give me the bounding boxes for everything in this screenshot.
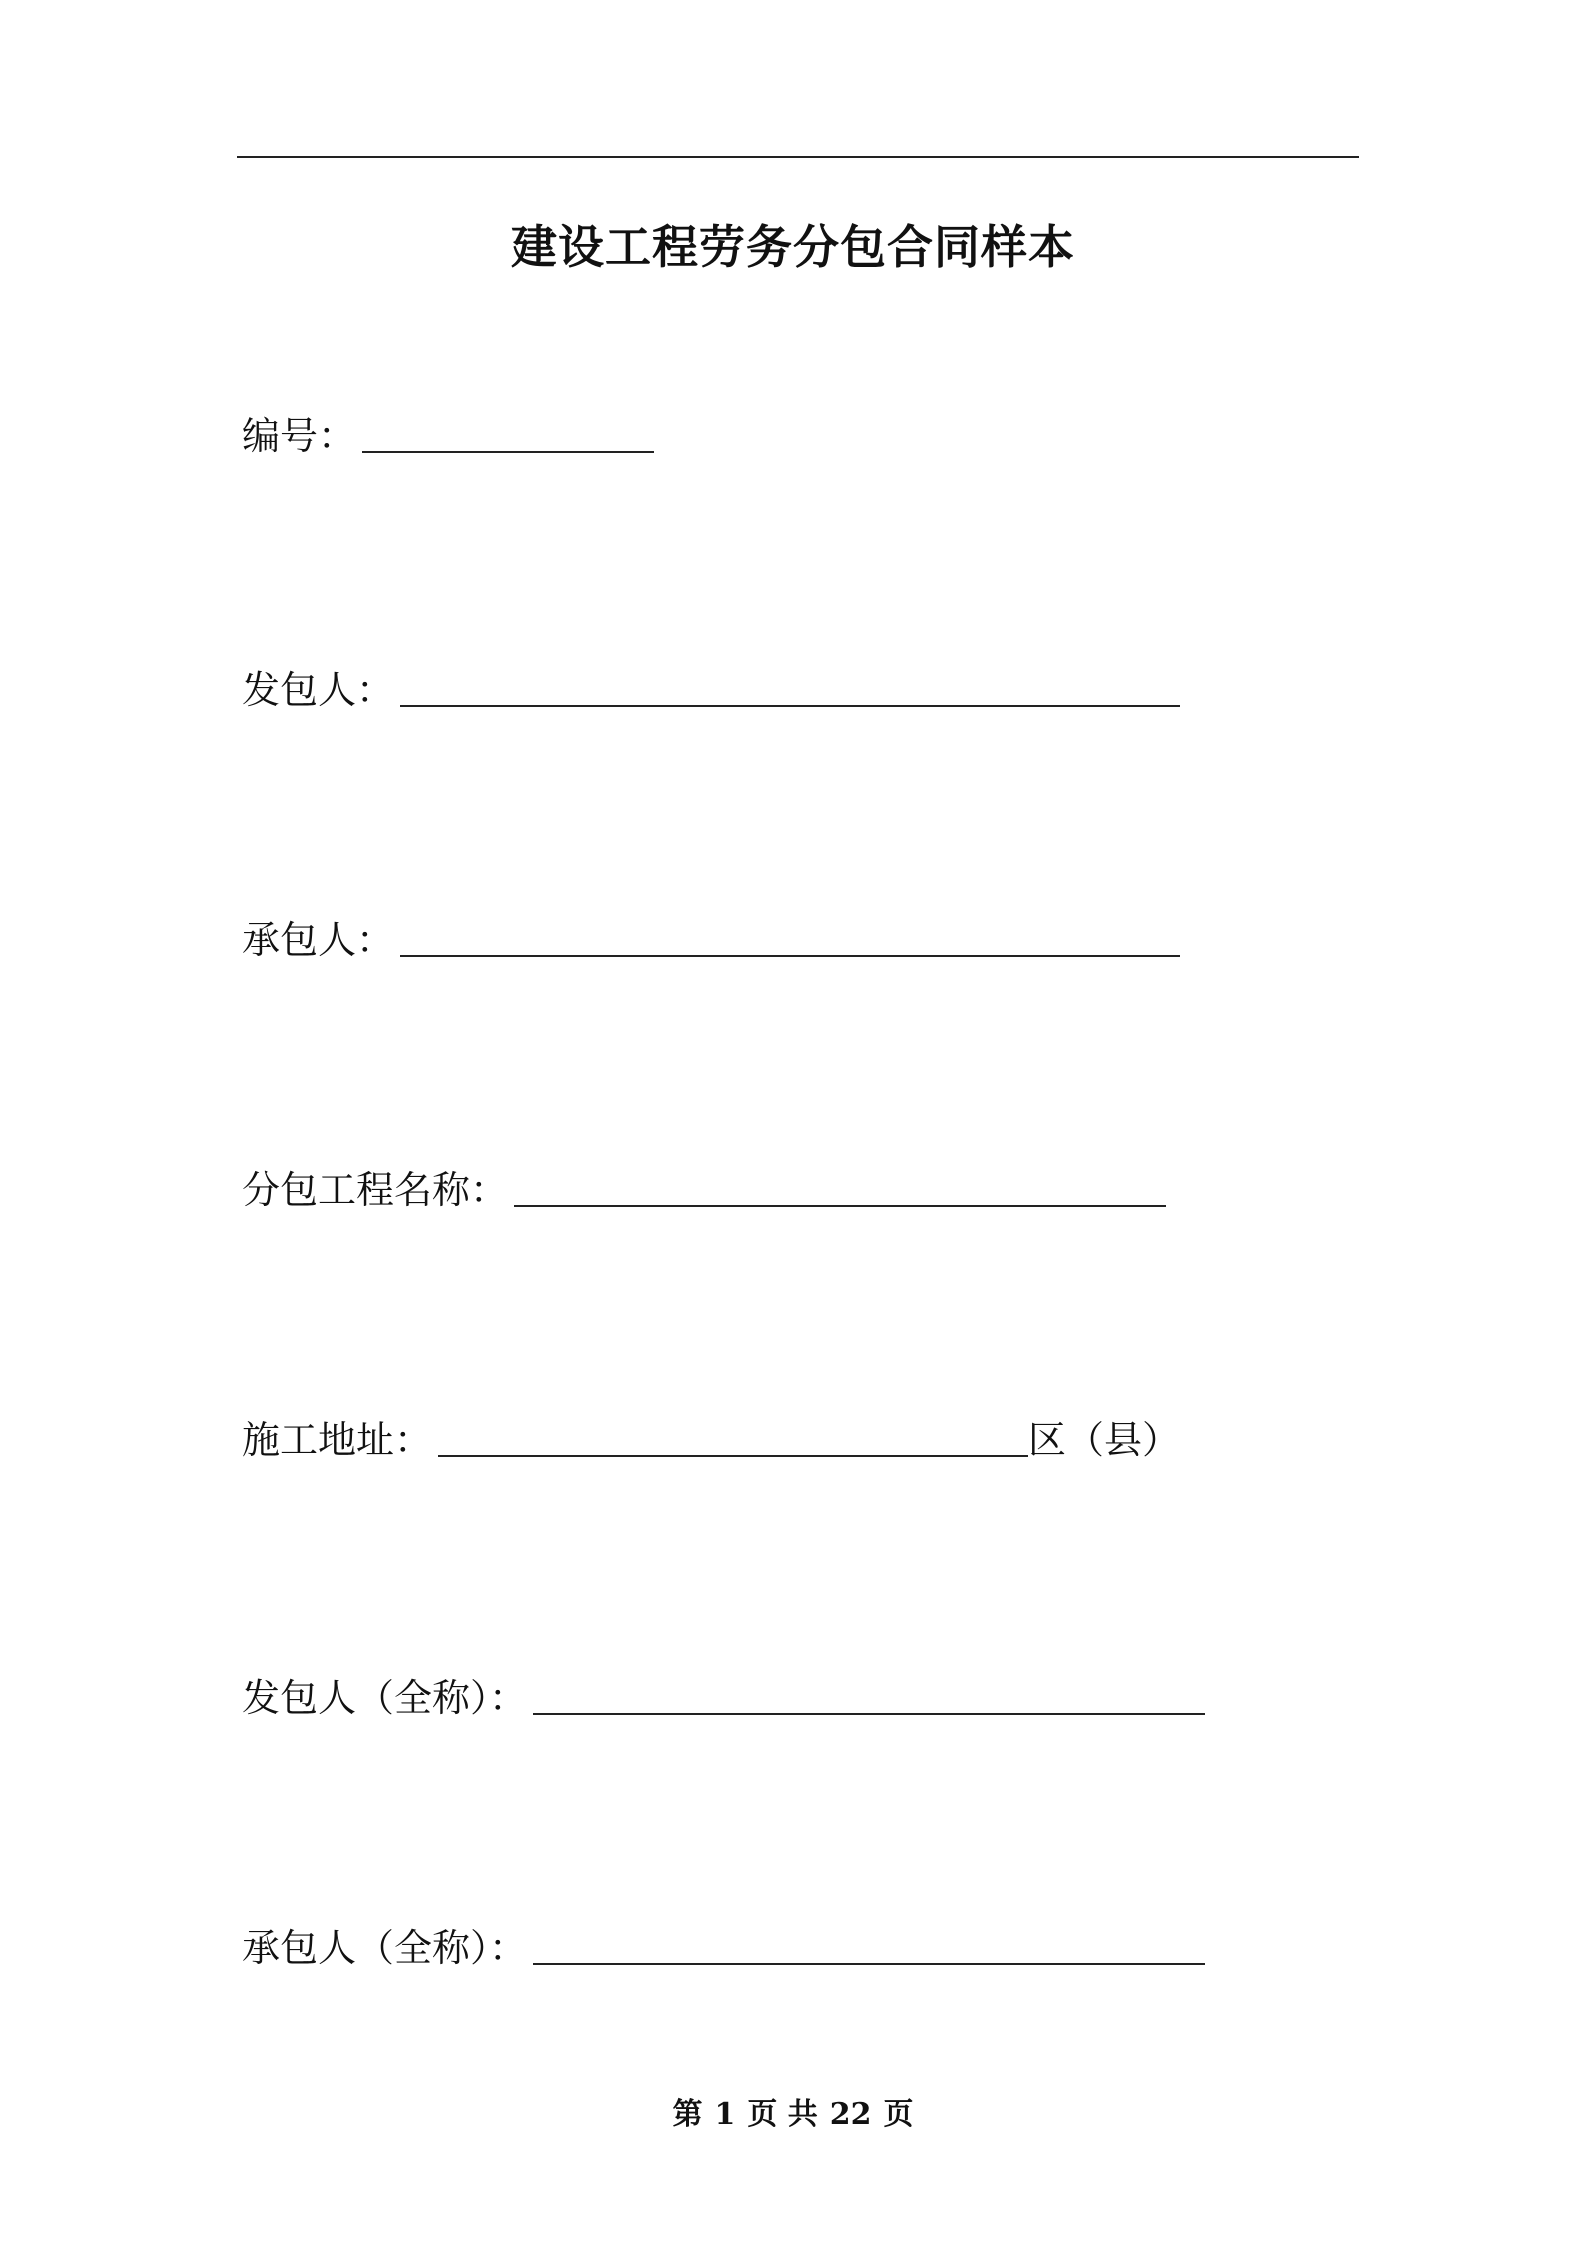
field-employer-full-name	[242, 1672, 1205, 1724]
field-project-name	[242, 1164, 1166, 1216]
fill-in-blank[interactable]	[400, 955, 1180, 957]
field-label: 分包工程名称：	[242, 1168, 509, 1212]
fill-in-blank[interactable]	[514, 1205, 1166, 1207]
field-label: 承包人（全称）：	[242, 1926, 528, 1970]
header-rule	[237, 156, 1359, 158]
field-construction-address	[242, 1414, 1180, 1466]
field-label: 发包人：	[242, 668, 395, 712]
footer-prefix: 第	[672, 2097, 703, 2132]
fill-in-blank[interactable]	[362, 451, 654, 453]
field-label: 施工地址：	[242, 1418, 433, 1462]
fill-in-blank[interactable]	[533, 1713, 1205, 1715]
fill-in-blank[interactable]	[400, 705, 1180, 707]
total-pages-number: 22	[829, 2097, 872, 2132]
field-label: 承包人：	[242, 918, 395, 962]
footer-suffix: 页	[883, 2097, 914, 2132]
field-contractor-full-name	[242, 1922, 1205, 1974]
field-contractor	[242, 914, 1180, 966]
field-employer	[242, 664, 1180, 716]
fill-in-blank[interactable]	[533, 1963, 1205, 1965]
field-contract-number	[242, 410, 654, 462]
field-label: 编号：	[242, 414, 357, 458]
field-label: 发包人（全称）：	[242, 1676, 528, 1720]
document-title: 建设工程劳务分包合同样本	[511, 220, 1075, 274]
field-suffix: 区（县）	[1028, 1418, 1181, 1462]
page-footer	[0, 2095, 1586, 2135]
fill-in-blank[interactable]	[438, 1455, 1028, 1457]
current-page-number: 1	[714, 2097, 736, 2132]
footer-middle: 页 共	[747, 2097, 818, 2132]
